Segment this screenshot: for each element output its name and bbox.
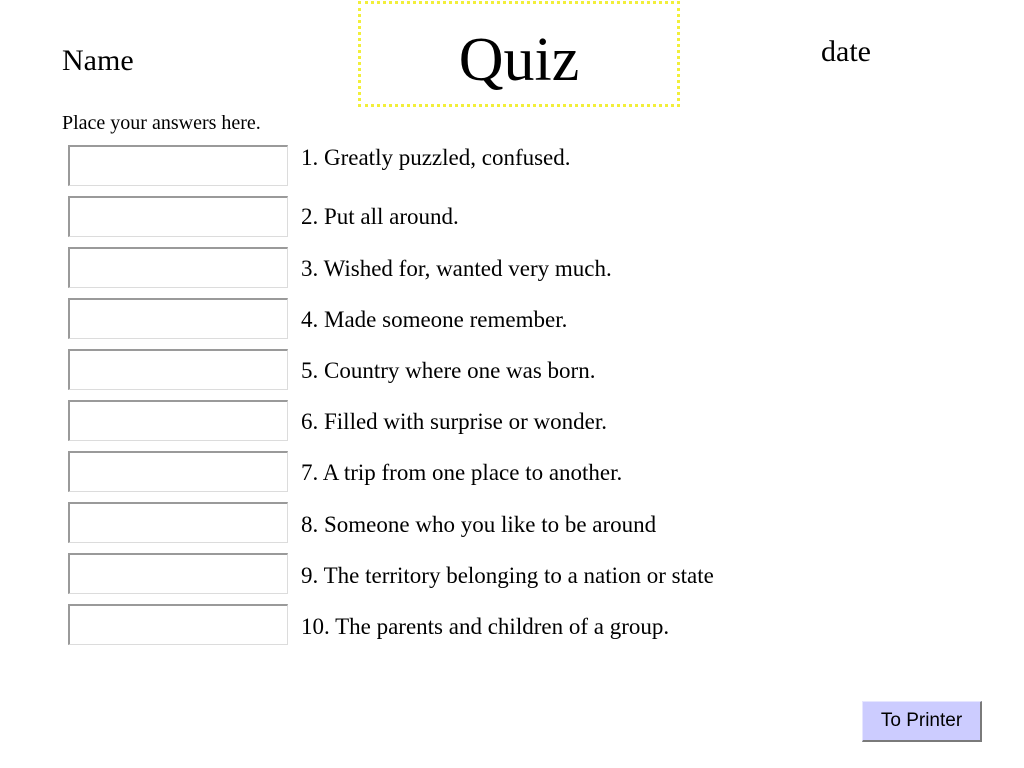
answer-input-1[interactable]: [68, 145, 288, 186]
answer-input-2[interactable]: [68, 196, 288, 237]
instruction-text: Place your answers here.: [62, 112, 261, 134]
question-3: 3. Wished for, wanted very much.: [301, 256, 612, 281]
answer-input-6[interactable]: [68, 400, 288, 441]
answer-input-8[interactable]: [68, 502, 288, 543]
question-4: 4. Made someone remember.: [301, 307, 568, 332]
answer-input-4[interactable]: [68, 298, 288, 339]
answer-input-5[interactable]: [68, 349, 288, 390]
to-printer-button[interactable]: To Printer: [862, 701, 982, 742]
question-5: 5. Country where one was born.: [301, 358, 596, 383]
answer-input-9[interactable]: [68, 553, 288, 594]
page-title: Quiz: [458, 26, 580, 94]
answer-input-3[interactable]: [68, 247, 288, 288]
answer-input-7[interactable]: [68, 451, 288, 492]
question-6: 6. Filled with surprise or wonder.: [301, 409, 607, 434]
question-7: 7. A trip from one place to another.: [301, 460, 623, 485]
question-1: 1. Greatly puzzled, confused.: [301, 145, 571, 170]
question-2: 2. Put all around.: [301, 204, 459, 229]
question-9: 9. The territory belonging to a nation or state: [301, 563, 714, 588]
question-8: 8. Someone who you like to be around: [301, 512, 657, 537]
name-label: Name: [62, 44, 134, 77]
question-10: 10. The parents and children of a group.: [301, 614, 670, 639]
answer-input-10[interactable]: [68, 604, 288, 645]
date-label: date: [821, 35, 871, 68]
title-box: [358, 1, 680, 107]
